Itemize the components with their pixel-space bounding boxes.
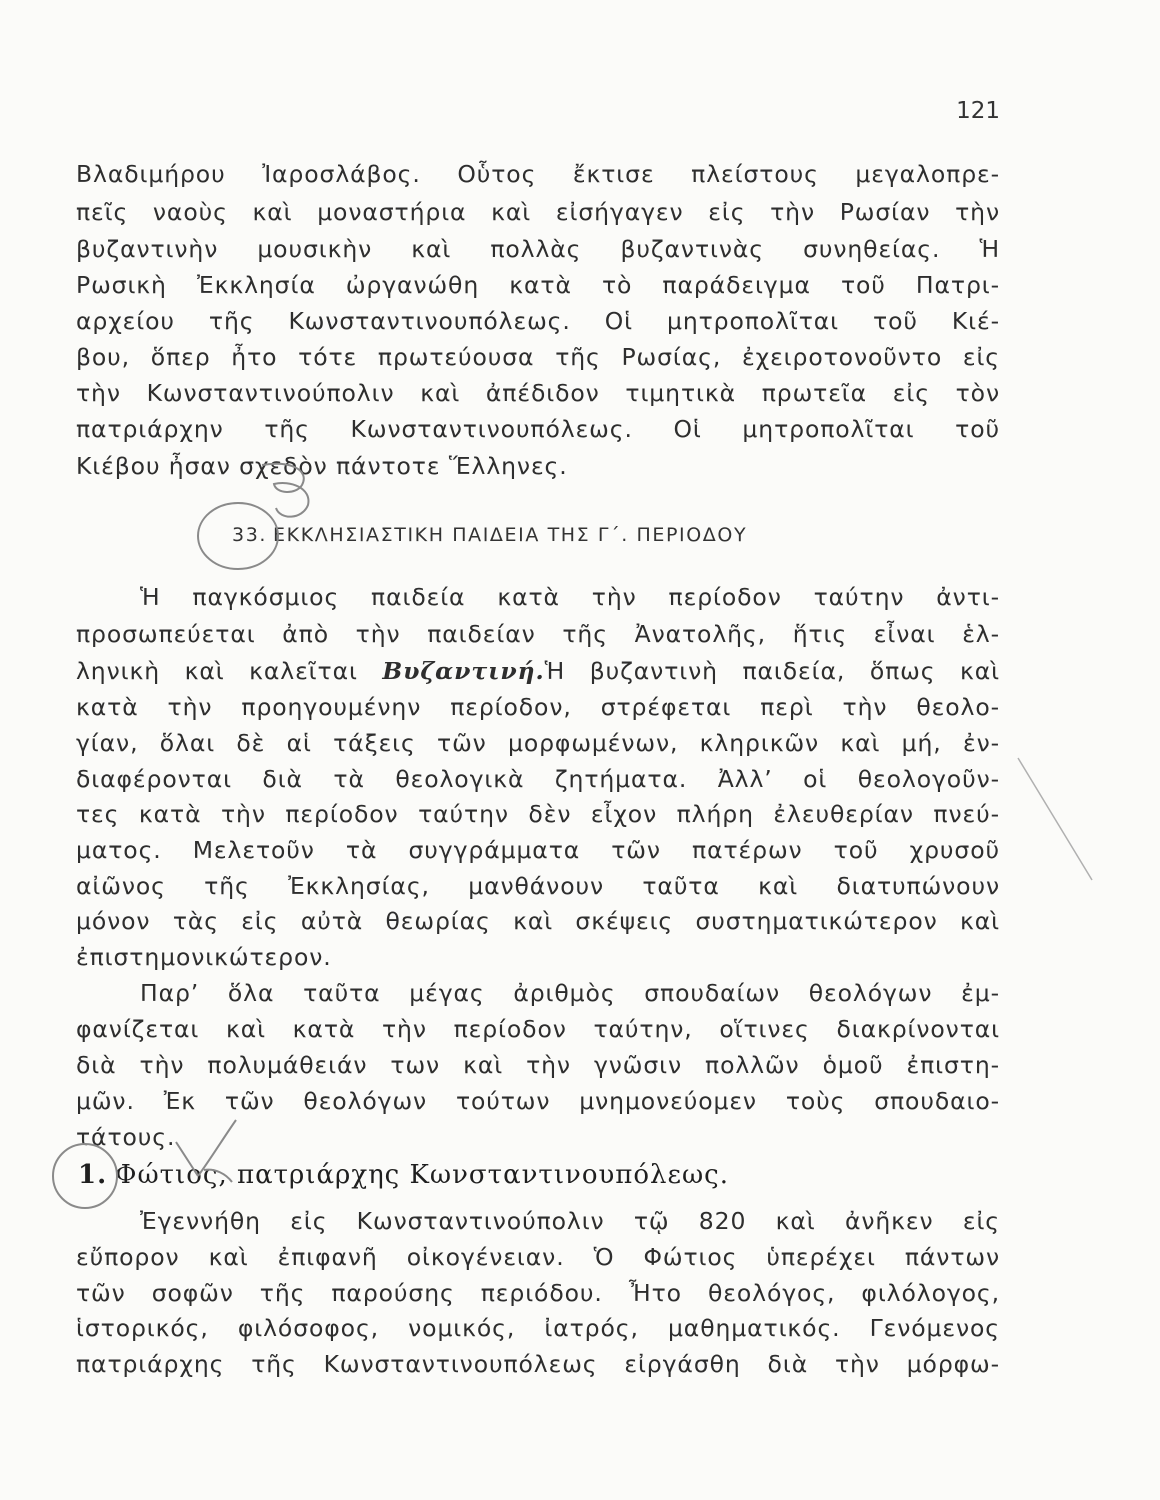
text-run: Ἡ βυζαντινὴ παιδεία, ὅπως καὶ: [544, 657, 1000, 685]
text-line: βου, ὅπερ ἦτο τότε πρωτεύουσα τῆς Ρωσίας, ἐχειροτονοῦντο εἰς: [76, 343, 1000, 371]
text-line: Ρωσικὴ Ἐκκλησία ὠργανώθη κατὰ τὸ παράδειγμα τοῦ Πατρι-: [76, 271, 1000, 299]
text-line: τὴν Κωνσταντινούπολιν καὶ ἀπέδιδον τιμητικὰ πρωτεῖα εἰς τὸν: [76, 379, 1000, 407]
text-line: εὔπορον καὶ ἐπιφανῆ οἰκογένειαν. Ὁ Φώτιος ὑπερέχει πάντων: [76, 1243, 1000, 1271]
text-line: αρχείου τῆς Κωνσταντινουπόλεως. Οἱ μητροπολῖται τοῦ Κιέ-: [76, 307, 1000, 335]
text-line: διαφέρονται διὰ τὰ θεολογικὰ ζητήματα. Ἀλλ’ οἱ θεολογοῦν-: [76, 765, 1000, 793]
text-line: διὰ τὴν πολυμάθειάν των καὶ τὴν γνῶσιν πολλῶν ὁμοῦ ἐπιστη-: [76, 1051, 1000, 1079]
section-title: ΕΚΚΛΗΣΙΑΣΤΙΚΗ ΠΑΙΔΕΙΑ ΤΗΣ Γ΄. ΠΕΡΙΟΔΟΥ: [273, 524, 748, 546]
text-line: τῶν σοφῶν τῆς παρούσης περιόδου. Ἦτο θεολόγος, φιλόλογος,: [76, 1279, 1000, 1307]
section-heading: [232, 524, 747, 546]
text-run: ληνικὴ καὶ καλεῖται: [76, 657, 383, 685]
text-line: αἰῶνος τῆς Ἐκκλησίας, μανθάνουν ταῦτα καὶ διατυπώνουν: [76, 872, 1000, 900]
text-line: προσωπεύεται ἀπὸ τὴν παιδείαν τῆς Ἀνατολῆς, ἥτις εἶναι ἑλ-: [76, 620, 1000, 648]
subsection-number: 1.: [78, 1160, 108, 1190]
text-line: πατριάρχην τῆς Κωνσταντινουπόλεως. Οἱ μητροπολῖται τοῦ: [76, 415, 1000, 443]
text-line: Κιέβου ἦσαν σχεδὸν πάντοτε Ἕλληνες.: [76, 452, 568, 480]
text-line: Ἐγεννήθη εἰς Κωνσταντινούπολιν τῷ 820 καὶ ἀνῆκεν εἰς: [140, 1207, 1000, 1235]
text-line: κατὰ τὴν προηγουμένην περίοδον, στρέφεται περὶ τὴν θεολο-: [76, 693, 1000, 721]
subsection-title: Φώτιος, πατριάρχης Κωνσταντινουπόλεως.: [115, 1160, 729, 1190]
text-line: Ἡ παγκόσμιος παιδεία κατὰ τὴν περίοδον ταύτην ἀντι-: [140, 583, 1000, 611]
text-line: ματος. Μελετοῦν τὰ συγγράμματα τῶν πατέρων τοῦ χρυσοῦ: [76, 836, 1000, 864]
text-line: βυζαντινὴν μουσικὴν καὶ πολλὰς βυζαντινὰς συνηθείας. Ἡ: [76, 235, 1000, 263]
text-line: ἱστορικός, φιλόσοφος, νομικός, ἰατρός, μαθηματικός. Γενόμενος: [76, 1314, 1000, 1342]
section-number: 33.: [232, 524, 268, 546]
text-line: τες κατὰ τὴν περίοδον ταύτην δὲν εἶχον πλήρη ἐλευθερίαν πνεύ-: [76, 800, 1000, 828]
emphasis-term: Βυζαντινή.: [382, 657, 545, 685]
text-line: Βλαδιμήρου Ἰαροσλάβος. Οὗτος ἔκτισε πλείστους μεγαλοπρε-: [76, 160, 1000, 188]
page-number: 121: [956, 98, 1000, 124]
text-line: μόνον τὰς εἰς αὐτὰ θεωρίας καὶ σκέψεις συστηματικώτερον καὶ: [76, 907, 1000, 935]
text-line: τάτους.: [76, 1123, 176, 1151]
text-line: φανίζεται καὶ κατὰ τὴν περίοδον ταύτην, οἵτινες διακρίνονται: [76, 1015, 1000, 1043]
text-line: μῶν. Ἐκ τῶν θεολόγων τούτων μνημονεύομεν τοὺς σπουδαιο-: [76, 1087, 1000, 1115]
pencil-stroke-mark: [1018, 758, 1092, 880]
text-line: [76, 657, 1000, 685]
subsection-heading: [78, 1160, 729, 1190]
text-line: ἐπιστημονικώτερον.: [76, 943, 332, 971]
text-line: Παρ’ ὅλα ταῦτα μέγας ἀριθμὸς σπουδαίων θεολόγων ἐμ-: [140, 979, 1000, 1007]
text-line: γίαν, ὅλαι δὲ αἱ τάξεις τῶν μορφωμένων, κληρικῶν καὶ μή, ἐν-: [76, 729, 1000, 757]
text-line: πατριάρχης τῆς Κωνσταντινουπόλεως εἰργάσθη διὰ τὴν μόρφω-: [76, 1350, 1000, 1378]
text-line: πεῖς ναοὺς καὶ μοναστήρια καὶ εἰσήγαγεν εἰς τὴν Ρωσίαν τὴν: [76, 198, 1000, 226]
